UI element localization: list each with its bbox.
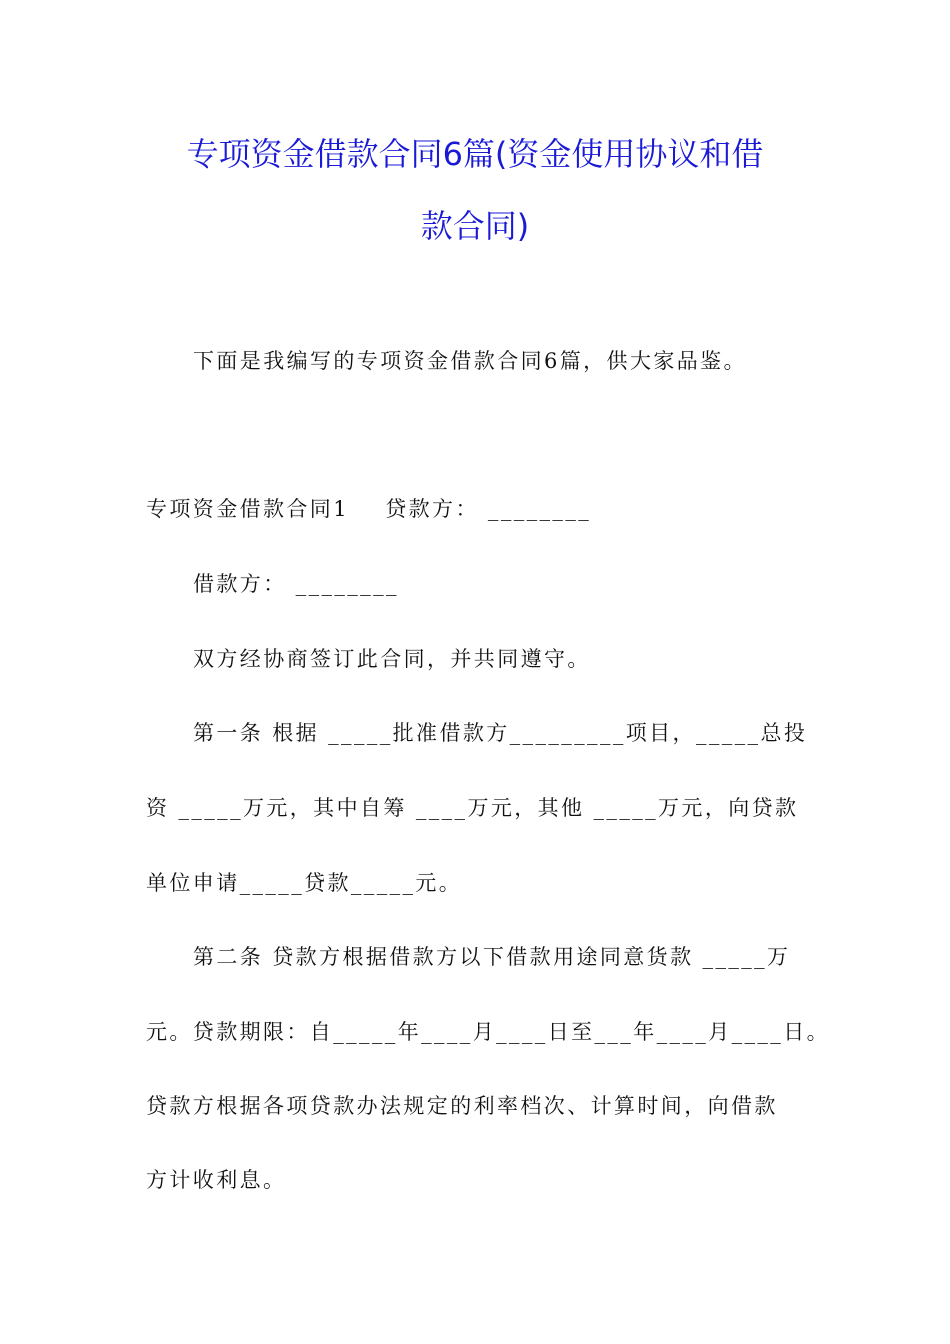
article-two-line-2: 元。贷款期限：自_____年____月____日至___年____月____日。 [146,1020,830,1044]
article-two-line-4: 方计收利息。 [146,1168,287,1192]
document-title-line-2: 款合同) [420,207,530,245]
intro-paragraph: 下面是我编写的专项资金借款合同6篇，供大家品鉴。 [193,349,747,373]
contract-heading-lender-line: 专项资金借款合同1 贷款方： ________ [146,497,592,521]
borrower-line: 借款方： ________ [193,572,399,596]
document-title-line-1: 专项资金借款合同6篇(资金使用协议和借 [186,135,764,173]
article-two-line-3: 贷款方根据各项贷款办法规定的利率档次、计算时间，向借款 [146,1094,778,1118]
article-two-line-1: 第二条 贷款方根据借款方以下借款用途同意货款 _____万 [193,945,791,969]
article-one-line-3: 单位申请_____贷款_____元。 [146,871,463,895]
article-one-line-2: 资 _____万元，其中自筹 ____万元，其他 _____万元，向贷款 [146,796,799,820]
article-one-line-1: 第一条 根据 _____批准借款方_________项目，_____总投 [193,721,808,745]
agreement-paragraph: 双方经协商签订此合同，并共同遵守。 [193,647,591,671]
